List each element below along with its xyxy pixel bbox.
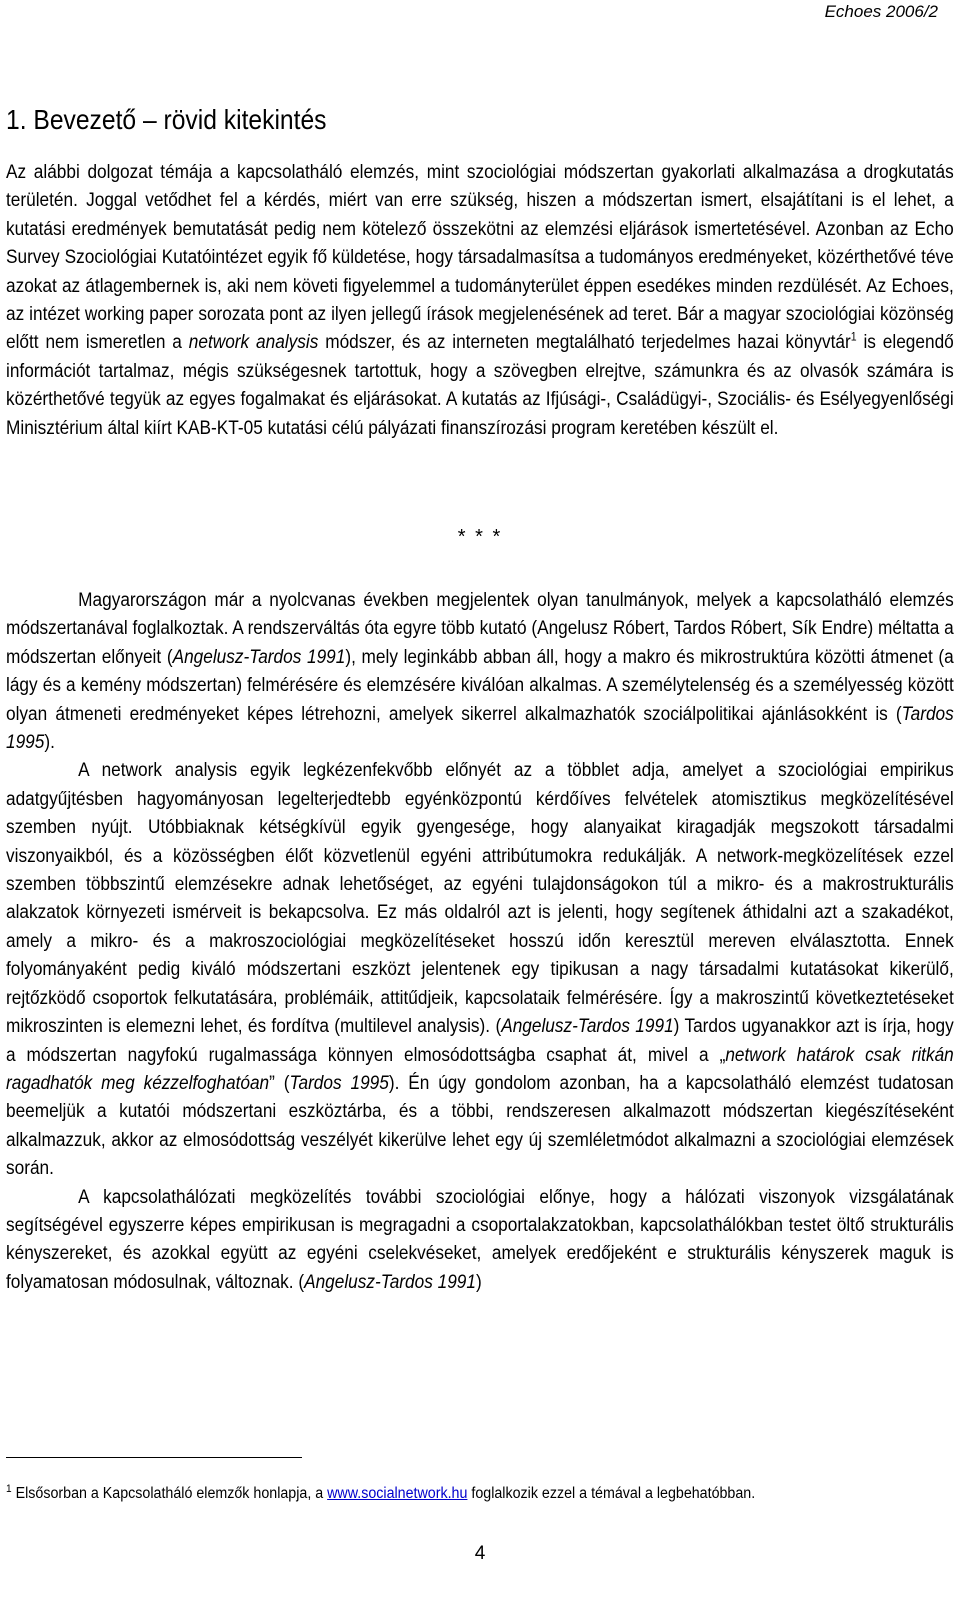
text: Az alábbi dolgozat témája a kapcsolatháló elemzés, mint szociológiai módszertan gyakorlati alkalmazása a drogkutatás területén. Joggal vetődhet fel a kérdés, miért van erre szükség, hiszen a módszertan ismert, elsajátítani is el lehet, a kutatási eredmények bemutatását pedig nem kötelező összekötni az elemzési eljárások ismertetésével. Azonban az Echo Survey Szociológiai Kutatóintézet egyik fő küldetése, hogy társadalmasítsa a tudományos eredményeket, közérthetővé téve azokat az átlagembernek is, aki nem követi figyelemmel a tudományterület éppen esedékes minden rezdülését. Az Echoes, az intézet working paper sorozata pont az ilyen jellegű írások megjelenésének ad teret. Bár a magyar szociológiai közönség előtt nem ismeretlen a	[6, 161, 954, 354]
page-number: 4	[474, 1543, 486, 1564]
paragraph-advantages	[6, 756, 954, 1182]
text: ).	[44, 731, 55, 754]
footnote-link[interactable]: www.socialnetwork.hu	[327, 1485, 468, 1502]
text: )	[475, 1270, 482, 1293]
footnote	[6, 1482, 756, 1503]
quote: network határok csak ritkán ragadhatók meg kézzelfoghatóan	[6, 1043, 954, 1094]
section-separator: * * *	[457, 526, 503, 548]
text: módszer, és az interneten megtalálható terjedelmes hazai könyvtár	[318, 331, 851, 354]
paragraph-intro	[6, 158, 954, 442]
text: ). Én úgy gondolom azonban, ha a kapcsolatháló elemzést tudatosan beemeljük a kutatói módszertani eszköztárba, és a többi, rendszeresen alkalmazott módszertan kiegészítéseként alkalmazzuk, akkor az elmosódottság veszélyét kikerülve lehet egy új szemléletmódot alkalmazni a szociológiai elemzések során.	[6, 1071, 954, 1180]
footnote-text: Elsősorban a Kapcsolatháló elemzők honlapja, a	[11, 1485, 328, 1502]
footnote-number: 1	[6, 1482, 12, 1495]
citation: Angelusz-Tardos 1991	[172, 645, 346, 668]
citation: Angelusz-Tardos 1991	[304, 1270, 476, 1293]
text: ” (	[269, 1071, 290, 1094]
footnote-text: foglalkozik ezzel a témával a legbehatóbban.	[467, 1485, 756, 1502]
text: ), mely leginkább abban áll, hogy a makro és mikrostruktúra közötti átmenet (a lágy és a kemény módszertan) felmérésére és elemzésére kiválóan alkalmas. A személytelenség és a személyesség között olyan átmeneti eredményeket képes létrehozni, amelyek sikerrel alkalmazhatók szociálpolitikai ajánlásokként is (	[6, 645, 954, 725]
footnote-ref[interactable]: 1	[850, 329, 857, 344]
text: Magyarországon már a nyolcvanas években megjelentek olyan tanulmányok, melyek a kapcsolatháló elemzés módszertanával foglalkoztak. A rendszerváltás óta egyre több kutató (Angelusz Róbert, Tardos Róbert, Sík Endre) méltatta a módszertan előnyeit (	[6, 589, 954, 668]
text: ) Tardos ugyanakkor azt is írja, hogy a módszertan nagyfokú rugalmassága könnyen elmosódottságba csaphat át, mivel a „	[6, 1015, 954, 1066]
text: is elegendő információt tartalmaz, mégis szükségesnek tartottuk, hogy a szövegben elrejtve, számunkra és az olvasók számára is közérthetővé tegyük az egyes fogalmakat és eljárásokat. A kutatás az Ifjúsági-, Családügyi-, Szociális- és Esélyegyenlőségi Minisztérium által kiírt KAB-KT-05 kutatási célú pályázati finanszírozási program keretében készült el.	[6, 331, 954, 439]
main-content-continued	[6, 586, 954, 1296]
journal-header: Echoes 2006/2	[824, 2, 938, 21]
citation: Angelusz-Tardos 1991	[501, 1015, 674, 1038]
section-title: 1. Bevezető – rövid kitekintés	[6, 104, 327, 135]
paragraph-network-benefits	[6, 1183, 954, 1297]
text: A kapcsolathálózati megközelítés további szociológiai előnye, hogy a hálózati viszonyok vizsgálatának segítségével egyszerre képes empirikusan is megragadni a csoportalakzatokban, kapcsolathálókban testet öltő strukturális kényszereket, és azokkal együtt az egyéni cselekvéseket, amelyek eredőjeként e strukturális kényszerek maguk is folyamatosan módosulnak, változnak. (	[6, 1185, 954, 1293]
citation: Tardos 1995	[6, 702, 954, 754]
citation: Tardos 1995	[289, 1071, 389, 1094]
italic-term: network analysis	[188, 331, 319, 354]
footnote-divider	[6, 1457, 302, 1458]
paragraph-history	[6, 586, 954, 756]
text: A network analysis egyik legkézenfekvőbb előnyét az a többlet adja, amelyet a szociológiai empirikus adatgyűjtésben hagyományosan legelterjedtebb egyénközpontú kérdőíves felvételek atomisztikus megközelítésével szemben nyújt. Utóbbiaknak kétségkívül egyik gyengesége, hogy alanyaikat kiragadják megszokott társadalmi viszonyaikból, és a közösségben élőt közvetlenül egyéni attribútumokra redukálják. A network-megközelítések ezzel szemben többszintű elemzésekre adnak lehetőséget, az egyéni tulajdonságokon túl a mikro- és a makrostrukturális alakzatok környezeti ismérveit is bekapcsolva. Ez más oldalról azt is jelenti, hogy segítenek áthidalni azt a szakadékot, amely a mikro- és a makroszociológiai megközelítéseket hosszú időn keresztül mereven elválasztotta. Ennek folyományaként pedig kiváló módszertani eszközt jelentenek egy tipikusan a nagy társadalmi kutatásokat kikerülő, rejtőzködő csoportok felkutatására, problémáik, attitűdjeik, kapcsolataik felmérésére. Így a makroszintű következtetéseket mikroszinten is elemezni lehet, és fordítva (multilevel analysis). (	[6, 759, 954, 1038]
main-content	[6, 158, 954, 442]
